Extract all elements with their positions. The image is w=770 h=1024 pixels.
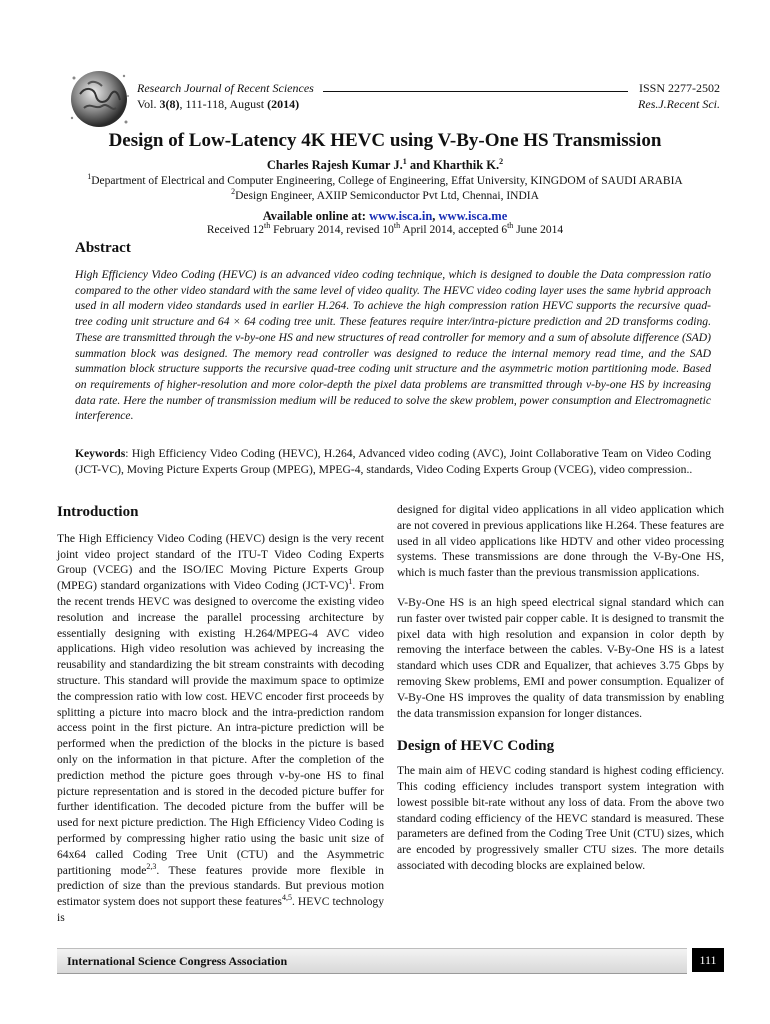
abstract-heading: Abstract	[75, 240, 131, 256]
right-paragraph-2: V-By-One HS is an high speed electrical signal standard which can run faster over twisted pair copper cable. It is designed to transmit the pixel data with high resolution and expansion in color depth by removing the interface between the cables. V-By-One HS is a latest standard which uses CDR and Equalizer, that achieves 3.75 Gbps by removing Skew problems, EMI and power consumption. Equalizer of V-By-One HS improves the quality of data transmission by enabling the data transmission expansion for longer distances.	[397, 595, 724, 720]
affiliation-1: $^1$Department of Electrical and Computer Engineering, College of Engineering, Effat University, KINGDOM of SAUDI ARABIA	[87, 172, 683, 187]
isca-me-link[interactable]: www.isca.me	[438, 209, 508, 223]
right-paragraph-3: The main aim of HEVC coding standard is highest coding efficiency. This coding efficiency includes transport system integration with lowest possible bit-rate without any loss of data. From the above two standard coding efficiency of the HEVC standard is measured. These parameters are defined from the Coding Tree Unit (CTU) sizes, which are encoded by progressively smaller CTU sizes. The more details associated with decoding blocks are explained below.	[397, 764, 724, 872]
affiliation-2: $^2$Design Engineer, AXIIP Semiconductor Pvt Ltd, Chennai, INDIA	[231, 187, 539, 202]
author-line: Charles Rajesh Kumar J.$^1$ and Kharthik K.$^2$	[266, 156, 504, 172]
journal-name: Research Journal of Recent Sciences	[137, 81, 314, 95]
right-paragraph-1: designed for digital video applications in all video application which are not covered in previous applications like H.264. These features are used in all video applications like HDTV and other video processing systems. These transmissions are done through the V-By-One HS, which is much faster than the previous transmission applications.	[397, 503, 724, 580]
journal-abbrev: Res.J.Recent Sci.	[638, 97, 720, 111]
availability-line: Available online at: www.isca.in, www.isca.me	[262, 209, 508, 223]
page-footer	[57, 948, 724, 972]
paper-title: Design of Low-Latency 4K HEVC using V-By-One HS Transmission	[108, 130, 662, 151]
abstract-text: High Efficiency Video Coding (HEVC) is an advanced video coding technique, which is designed to double the Data compression ratio compared to the other video standard with the same level of video quality. The HEVC video coding layer uses the same hybrid approach used in all modern video standards used in earlier H.264. To achieve the high compression ration HEVC supports the recursive quad-tree coding unit structure and 64 × 64 coding tree unit. These features require inter/intra-picture prediction and 2D transforms coding. These are transmitted through the v-by-one HS and new structures of read controller for memory and a sum of absolute difference (SAD) summation block was designed. The memory read controller was designed to reduce the internal memory read time, and the SAD summation block structure supports the recursive quad-tree coding unit structure and the asymmetric motion partitioning mode. Based on requirements of higher-resolution and more color-depth the pixel data problems are transmitted through v-by-one HS by increasing data rate. Here the number of transmission medium will be reduced to solve the skew problem, power consumption and Electromagnetic interference.	[75, 268, 711, 423]
keywords-paragraph	[75, 446, 711, 477]
journal-volume-line: Vol. 3(8), 111-118, August (2014)	[137, 97, 300, 111]
received-dates: Received 12th February 2014, revised 10th April 2014, accepted 6th June 2014	[206, 221, 564, 236]
footer-organization: International Science Congress Association	[67, 954, 288, 968]
issn: ISSN 2277-2502	[638, 81, 720, 95]
journal-header-right	[638, 80, 720, 112]
page-number: 111	[692, 948, 724, 972]
journal-globe-logo	[66, 66, 132, 132]
footer-bar	[57, 948, 687, 974]
keywords-label: Keywords	[75, 447, 126, 460]
design-heading: Design of HEVC Coding	[397, 738, 555, 755]
introduction-paragraph: The High Efficiency Video Coding (HEVC) design is the very recent joint video project standard of the ITU-T Video Coding Experts Group (VCEG) and the ISO/IEC Moving Picture Experts Group (MPEG) standard organizations with Video Coding $(JCT-VC)^1$. From the recent trends HEVC was designed to overcome the existing video resolution and increase the parallel processing architecture by essentially designing with existing H.264/MPEG-4 AVC video applications. High video resolution was achieved by increasing the reusability and standardizing the bit stream constraints with decoding structure. This standard will provide the maximum space to optimize the compression ratio with low cost. HEVC encoder first proceeds by splitting a picture into macro block and the intra-prediction random access point in the first picture. An intra-picture prediction will be performed when the prediction of the blocks in the picture is based only on the information in that picture. After the completion of the prediction method the picture goes through v-by-one HS to final picture representation and is stored in the decoded picture buffer for further identification. The decoded picture from the buffer will be used for next picture prediction. The High Efficiency Video Coding is performed by compressing higher ratio using the basic unit size of 64x64 called Coding Tree Unit (CTU) and the Asymmetric partitioning mode$^{2,3}$. These features provide more flexible in prediction of size than the previous standards. But previous motion estimator system does not support these features$^{4,5}$. HEVC technology is	[57, 531, 385, 924]
keywords-text: : High Efficiency Video Coding (HEVC), H.264, Advanced video coding (AVC), Joint Collaborative Team on Video Coding (JCT-VC), Moving Picture Experts Group (MPEG), MPEG-4, standards, Video Coding Experts Group (VCEG), video compression..	[75, 447, 711, 476]
isca-in-link[interactable]: www.isca.in	[369, 209, 433, 223]
journal-header-left	[137, 80, 637, 112]
left-column	[57, 500, 384, 926]
introduction-heading: Introduction	[57, 504, 139, 520]
right-column	[397, 502, 724, 874]
header-rule	[323, 91, 628, 92]
